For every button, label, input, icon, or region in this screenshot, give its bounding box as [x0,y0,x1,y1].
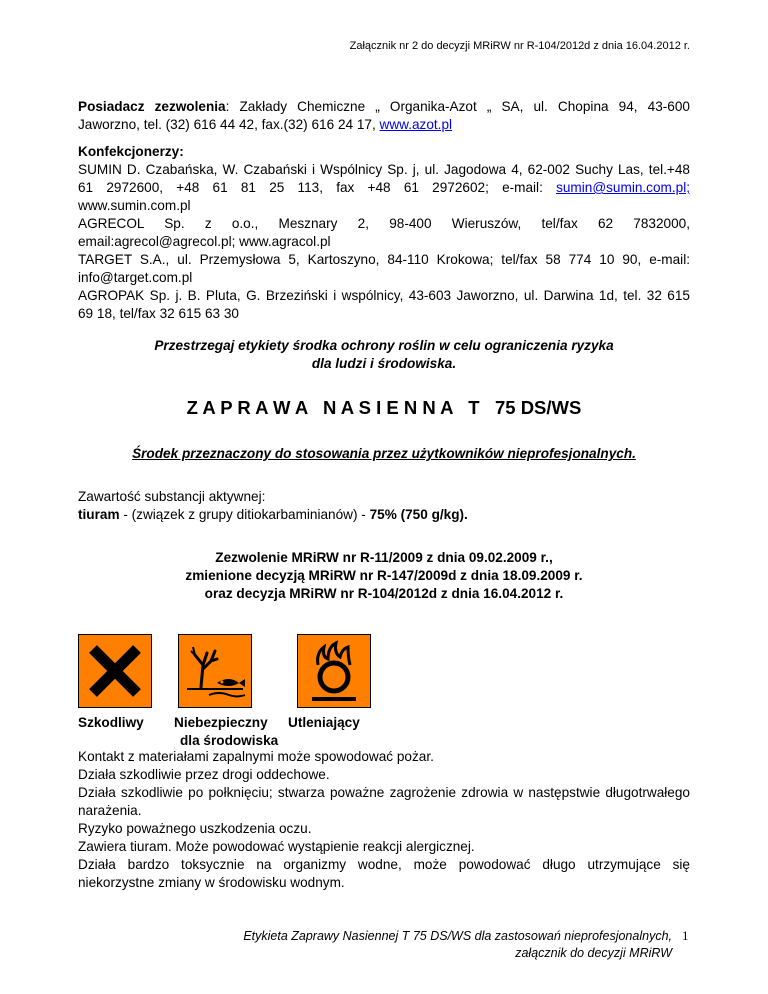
intended-use: Środek przeznaczony do stosowania przez użytkowników nieprofesjonalnych. [132,446,636,461]
hazard-statement: Działa szkodliwie po połknięciu; stwarza poważne zagrożenie zdrowia w następstwie długotrwałego [78,785,690,800]
packer-line [78,179,690,197]
pictogram-label-environment-line1: Niebezpieczny [174,715,268,730]
hazard-statement: Zawiera tiuram. Może powodować wystąpienie reakcji alergicznej. [78,839,475,854]
packer-line: AGROPAK Sp. j. B. Pluta, G. Brzeziński i wspólnicy, 43-603 Jaworzno, ul. Darwina 1d, tel. 32 615 [78,288,690,303]
hazard-statements [78,748,690,892]
permit-line-3: oraz decyzja MRiRW nr R-104/2012d z dnia 16.04.2012 r. [204,586,564,601]
active-substance-line [78,506,690,524]
packer-line: AGRECOL Sp. z o.o., Mesznary 2, 98-400 Wieruszów, tel/fax 62 7832000, [78,216,690,231]
warning-notice-line-1: Przestrzegaj etykiety środka ochrony roślin w celu ograniczenia ryzyka [154,338,614,353]
header-note: Załącznik nr 2 do decyzji MRiRW nr R-104/2012d z dnia 16.04.2012 r. [349,40,690,52]
pictogram-label-environment [174,714,284,750]
packer-line: SUMIN D. Czabańska, W. Czabański i Wspólnicy Sp. j, ul. Jagodowa 4, 62-002 Suchy Las, tel.+48 [78,162,690,177]
warning-notice-line-2: dla ludzi i środowiska. [311,356,457,371]
footer-caption [180,928,672,962]
warning-notice [78,337,690,373]
packer-line: 69 18, tel/fax 32 615 63 30 [78,306,239,321]
holder-line2-text: Jaworzno, tel. (32) 616 44 42, fax.(32) 616 24 17, [78,117,380,132]
hazard-statement: niekorzystne zmiany w środowisku wodnym. [78,875,345,890]
hazard-statement: Kontakt z materiałami zapalnymi może spowodować pożar. [78,749,434,764]
hazard-statement: Działa szkodliwie przez drogi oddechowe. [78,767,330,782]
active-substance-name: tiuram [78,507,120,522]
page-number: 1 [682,928,689,943]
holder-line-2 [78,116,690,134]
sumin-email-link[interactable]: sumin@sumin.com.pl; [556,180,690,195]
packer-line: www.sumin.com.pl [78,198,191,213]
permit-line-2: zmienione decyzją MRiRW nr R-147/2009d z dnia 18.09.2009 r. [185,568,583,583]
pictogram-label-environment-line2: dla środowiska [180,733,279,748]
packer-line: info@target.com.pl [78,270,193,285]
pictogram-label-harmful: Szkodliwy [78,715,144,730]
packers-title [78,143,690,161]
packer-line: email:agrecol@agrecol.pl; www.agracol.pl [78,234,331,249]
oxidizing-flame-icon [297,634,371,708]
permit-line-1: Zezwolenie MRiRW nr R-11/2009 z dnia 09.02.2009 r., [215,550,553,565]
harmful-x-icon [78,634,152,708]
hazard-statement: Ryzyko poważnego uszkodzenia oczu. [78,821,312,836]
holder-line-1 [78,98,690,116]
packer-line-text: 61 2972600, +48 61 81 25 113, fax +48 61 2972602; e-mail: [78,180,557,195]
hazard-statement: Działa bardzo toksycznie na organizmy wodne, może powodować długo utrzymujące się [78,857,690,872]
footer-line-2: załącznik do decyzji MRiRW [515,946,672,960]
holder-line1-rest: : Zakłady Chemiczne „ Organika-Azot „ SA, ul. Chopina 94, 43-600 [225,99,690,114]
packers-title-text: Konfekcjonerzy: [78,144,184,159]
active-substance-block [78,488,690,524]
environment-hazard-icon [178,634,252,708]
holder-website-link[interactable]: www.azot.pl [379,117,453,132]
packers-block [78,143,690,323]
packer-line: TARGET S.A., ul. Przemysłowa 5, Kartoszyno, 84-110 Krokowa; tel/fax 58 774 10 90, e-mail: [78,252,690,267]
footer-line-1: Etykieta Zaprawy Nasiennej T 75 DS/WS dla zastosowań nieprofesjonalnych, [243,929,672,943]
pictogram-label-oxidizing: Utleniający [288,715,360,730]
holder-block [78,98,690,134]
active-substance-desc: - (związek z grupy ditiokarbaminianów) - [119,507,370,522]
permit-block [78,549,690,603]
hazard-statement: narażenia. [78,803,142,818]
active-substance-amount: 75% (750 g/kg). [369,507,468,522]
active-substance-label: Zawartość substancji aktywnej: [78,489,266,504]
product-title: Z A P R A W A N A S I E N N A T 75 DS/WS [186,397,582,418]
holder-label: Posiadacz zezwolenia [78,99,226,114]
